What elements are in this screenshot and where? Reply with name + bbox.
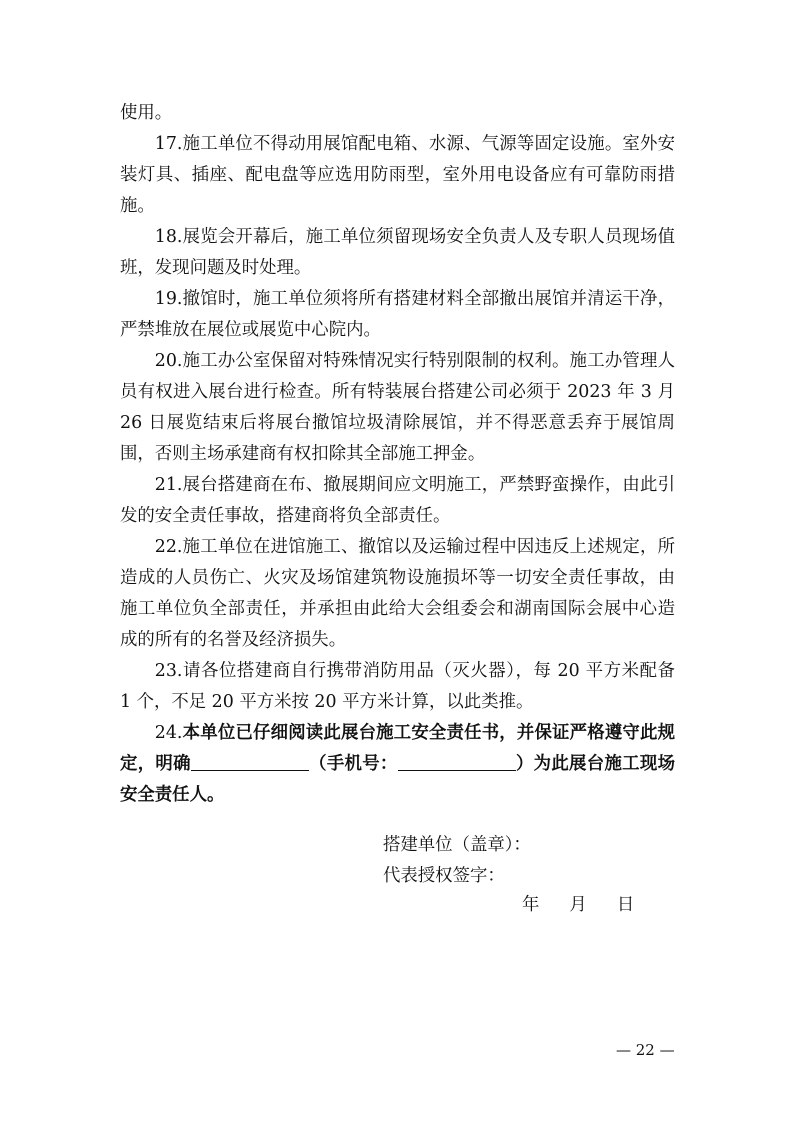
date-line (522, 890, 634, 921)
paragraph-18: 18.展览会开幕后，施工单位须留现场安全负责人及专职人员现场值班，发现问题及时处理。 (120, 227, 675, 278)
paragraph-16-tail: 使用。 (120, 103, 173, 123)
construction-unit-label: 搭建单位（盖章）： (383, 835, 531, 855)
year-label: 年 (522, 895, 540, 915)
paragraph-24-number: 24. (154, 723, 183, 743)
signature-block (383, 830, 531, 892)
paragraph-23: 23.请各位搭建商自行携带消防用品（灭火器），每 20 平方米配备 1 个，不足 20 平方米按 20 平方米计算，以此类推。 (120, 661, 675, 712)
representative-signature-label: 代表授权签字： (383, 866, 505, 886)
paragraph-21: 21.展台搭建商在布、撤展期间应文明施工，严禁野蛮操作，由此引发的安全责任事故，搭建商将负全部责任。 (120, 475, 675, 526)
page-number: — 22 — (616, 1041, 675, 1059)
phone-number-blank[interactable] (398, 752, 516, 771)
paragraph-24-text-1: 本单位已仔细阅读此展台施工安全责任书，并保证严格遵守此规定，明确 (120, 723, 675, 774)
paragraph-17: 17.施工单位不得动用展馆配电箱、水源、气源等固定设施。室外安装灯具、插座、配电盘等应选用防雨型，室外用电设备应有可靠防雨措施。 (120, 134, 675, 216)
month-label: 月 (569, 895, 587, 915)
paragraph-22: 22.施工单位在进馆施工、撤馆以及运输过程中因违反上述规定，所造成的人员伤亡、火灾及场馆建筑物设施损坏等一切安全责任事故，由施工单位负全部责任，并承担由此给大会组委会和湖南国际会展中心造成的所有的名誉及经济损失。 (120, 537, 675, 650)
paragraph-24-text-3: ）为此展台施工现场安全责任人。 (120, 754, 675, 805)
document-body (120, 98, 675, 811)
paragraph-20: 20.施工办公室保留对特殊情况实行特别限制的权利。施工办管理人员有权进入展台进行检查。所有特装展台搭建公司必须于 2023 年 3 月 26 日展览结束后将展台撤馆垃圾清除展馆，并不得恶意丢弃于展馆周围，否则主场承建商有权扣除其全部施工押金。 (120, 351, 675, 464)
responsible-person-blank[interactable] (191, 752, 309, 771)
paragraph-24-text-2: （手机号： (308, 754, 398, 774)
paragraph-19: 19.撤馆时，施工单位须将所有搭建材料全部撤出展馆并清运干净，严禁堆放在展位或展览中心院内。 (120, 289, 675, 340)
day-label: 日 (616, 895, 635, 915)
paragraph-24 (120, 718, 675, 811)
